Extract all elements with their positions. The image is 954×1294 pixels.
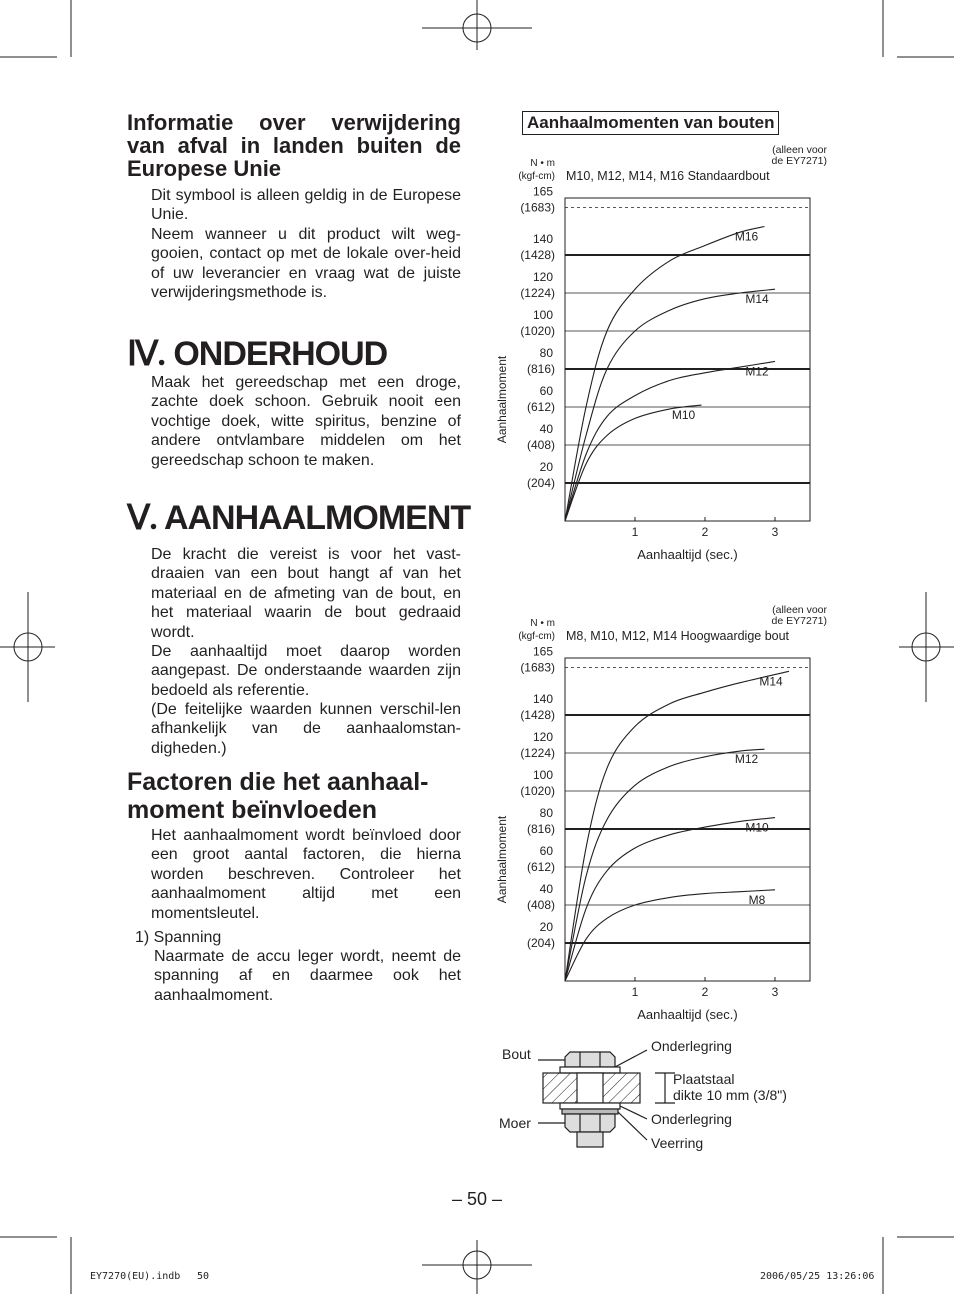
plate-thickness-label: dikte 10 mm (3/8")	[673, 1087, 787, 1103]
y-tick-label: 100	[532, 308, 553, 322]
y-tick-label: 120	[532, 270, 553, 284]
y-tick-label: 60	[539, 844, 553, 858]
chart-note-line2: de EY7271)	[771, 155, 827, 167]
y-tick-label: 165	[532, 644, 553, 659]
series-label-m14: M14	[759, 674, 783, 689]
page-number: – 50 –	[451, 1189, 503, 1209]
washer-bottom-label: Onderlegring	[651, 1111, 732, 1127]
y-tick-sublabel: (408)	[526, 898, 555, 912]
list-item-1-body: Naarmate de accu leger wordt, neemt de spanning af en daarmee ook het aanhaalmoment.	[154, 948, 461, 1004]
unit-label: N • m	[530, 618, 555, 629]
y-tick-sublabel: (408)	[526, 438, 555, 452]
y-tick-label: 20	[539, 460, 553, 474]
y-axis-label: Aanhaalmoment	[495, 355, 509, 444]
x-tick-label: 1	[631, 985, 639, 999]
plot-frame	[565, 658, 810, 981]
series-label-m8: M8	[748, 892, 766, 907]
series-line-m12	[565, 361, 775, 521]
y-tick-label: 40	[539, 422, 553, 436]
series-label-m12: M12	[734, 752, 759, 767]
footer-file: EY7270(EU).indb	[90, 1271, 181, 1282]
y-tick-sublabel: (612)	[526, 860, 555, 874]
chart-note-line2: de EY7271)	[771, 615, 827, 627]
footer-page: 50	[197, 1271, 210, 1282]
y-tick-label: 165	[532, 184, 553, 199]
y-tick-label: 100	[532, 768, 553, 782]
series-line-m8	[565, 890, 775, 981]
chart-title: M10, M12, M14, M16 Standaardbout	[566, 169, 770, 183]
section-4-title: ONDERHOUD	[173, 335, 388, 373]
washer-top-shape	[560, 1067, 620, 1073]
list-item-1-label: 1) Spanning	[135, 929, 222, 946]
bolt-head-shape	[565, 1052, 615, 1067]
y-tick-label: 20	[539, 920, 553, 934]
section-4-roman: Ⅳ.	[127, 336, 165, 373]
y-tick-label: 120	[532, 730, 553, 744]
nut-label: Moer	[499, 1115, 531, 1131]
x-tick-label: 3	[771, 985, 779, 999]
y-tick-sublabel: (204)	[526, 936, 555, 950]
section-5-roman: Ⅴ.	[127, 500, 157, 537]
y-tick-label: 80	[539, 806, 553, 820]
chart-note: (alleen voor	[772, 604, 827, 616]
y-tick-sublabel: (1020)	[520, 784, 555, 798]
unit-label-kgf: (kgf-cm)	[518, 171, 555, 182]
plot-frame	[565, 198, 810, 521]
footer-timestamp: 2006/05/25 13:26:06	[760, 1271, 875, 1282]
plate-label: Plaatstaal	[673, 1071, 735, 1087]
series-line-m12	[565, 749, 765, 981]
factors-heading: Factoren die het aanhaal-moment beïnvloeden	[127, 768, 429, 824]
y-tick-label: 80	[539, 346, 553, 360]
series-label-m12: M12	[745, 364, 769, 379]
series-label-m10: M10	[745, 820, 769, 835]
section-5-heading	[127, 498, 470, 538]
section-4-heading	[127, 334, 387, 374]
factors-body: Het aanhaalmoment wordt beïnvloed door een groot aantal factoren, die hierna worden beschreven. Controleer het aanhaalmoment altijd met een momentsleutel.	[151, 827, 461, 922]
section-5-paragraph-2: De aanhaaltijd moet daarop worden aangepast. De onderstaande waarden zijn bedoeld als referentie.	[151, 643, 461, 699]
y-axis-label: Aanhaalmoment	[495, 815, 509, 904]
chart-title: M8, M10, M12, M14 Hoogwaardige bout	[566, 629, 790, 643]
x-axis-label: Aanhaaltijd (sec.)	[637, 1007, 738, 1022]
x-tick-label: 1	[631, 525, 639, 539]
y-tick-sublabel: (816)	[526, 822, 555, 836]
section-5-title: AANHAALMOMENT	[163, 499, 471, 537]
series-line-m14	[565, 289, 775, 521]
series-label-m14: M14	[745, 292, 769, 307]
y-tick-label: 40	[539, 882, 553, 896]
y-tick-sublabel: (816)	[526, 362, 555, 376]
y-tick-sublabel: (1428)	[520, 708, 555, 722]
disposal-heading: Informatie over verwijdering van afval in landen buiten de Europese Unie	[127, 110, 461, 181]
spring-washer-shape	[562, 1109, 618, 1114]
series-line-m16	[565, 227, 765, 522]
y-tick-label: 140	[532, 692, 553, 706]
y-tick-sublabel: (1224)	[520, 746, 555, 760]
washer-top-label: Onderlegring	[651, 1038, 732, 1054]
torque-chart-high-grade	[490, 600, 835, 1025]
y-tick-sublabel: (612)	[526, 400, 555, 414]
bolt-end-shape	[577, 1132, 603, 1147]
disposal-paragraph-2: Neem wanneer u dit product wilt weg-gooien, contact op met de lokale over-heid of uw leverancier en vraag wat de juiste verwijderingsmethode is.	[151, 226, 461, 302]
series-line-m10	[565, 405, 702, 521]
y-tick-label: 60	[539, 384, 553, 398]
section-5-paragraph-1: De kracht die vereist is voor het vast-draaien van een bout hangt af van het materiaal en de afmeting van de bout, en het materiaal waarin de bout gedraaid wordt.	[151, 546, 461, 641]
x-tick-label: 2	[701, 985, 709, 999]
disposal-paragraph-1: Dit symbool is alleen geldig in de Europese Unie.	[151, 187, 461, 224]
nut-shape	[565, 1114, 615, 1132]
x-tick-label: 2	[701, 525, 709, 539]
x-axis-label: Aanhaaltijd (sec.)	[637, 547, 738, 562]
bolt-label: Bout	[502, 1046, 531, 1062]
y-tick-sublabel: (204)	[526, 476, 555, 490]
y-tick-sublabel: (1020)	[520, 324, 555, 338]
y-tick-sublabel: (1224)	[520, 286, 555, 300]
spring-washer-label: Veerring	[651, 1135, 704, 1151]
chart-box-title: Aanhaalmomenten van bouten	[522, 111, 779, 135]
series-label-m10: M10	[671, 408, 696, 423]
y-tick-label: 140	[532, 232, 553, 246]
y-tick-sublabel: (1683)	[520, 200, 555, 215]
section-5-paragraph-3: (De feitelijke waarden kunnen verschil-len afhankelijk van de aanhaalomstan-digheden.)	[151, 701, 461, 757]
series-label-m16: M16	[734, 229, 759, 244]
torque-chart-standard	[490, 140, 835, 565]
chart-note: (alleen voor	[772, 144, 827, 156]
y-tick-sublabel: (1683)	[520, 660, 555, 675]
y-tick-sublabel: (1428)	[520, 248, 555, 262]
unit-label-kgf: (kgf-cm)	[518, 631, 555, 642]
unit-label: N • m	[530, 158, 555, 169]
washer-bottom-shape	[560, 1103, 620, 1109]
section-4-body: Maak het gereedschap met een droge, zachte doek schoon. Gebruik nooit een vochtige doek, witte spiritus, benzine of andere ontvlambare middelen om het gereedschap schoon te maken.	[151, 374, 461, 469]
x-tick-label: 3	[771, 525, 779, 539]
